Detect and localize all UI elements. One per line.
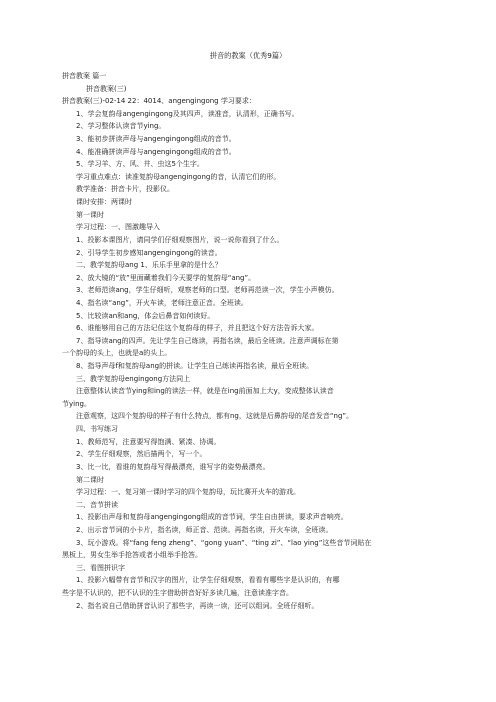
paragraph-line: 三、看图拼识字 — [76, 563, 125, 572]
paragraph-line: 二、教学复韵母ang 1、乐乐手里拿的是什么？ — [76, 261, 222, 270]
paragraph-line: 4、指名读“ang”，开火车读，老师注意正音。全班读。 — [76, 298, 248, 307]
paragraph-line: 2、学习整体认读音节ying。 — [76, 122, 166, 131]
paragraph-line-continued: 节ying。 — [62, 399, 91, 408]
paragraph-line-continued: 些字是不认识的，把不认识的生字借助拼音好好多读几遍，注意读准字音。 — [62, 588, 293, 597]
paragraph-line: 注意整体认读音节ying和ing的读法一样，就是在ing前面加上大y，变成整体认读音 — [76, 387, 334, 396]
paragraph-line: 2、放大镜的“放”里面藏着我们今天要学的复韵母“ang”。 — [76, 273, 256, 282]
document-title: 拼音的教案（优秀9篇） — [209, 51, 287, 60]
paragraph-line: 1、投影由声母和复韵母angengingong组成的音节词，学生自由拼读，要求声音响亮。 — [76, 513, 348, 522]
paragraph-line: 4、能准确拼读声母与angengingong组成的音节。 — [76, 147, 236, 156]
paragraph-line: 学习重点难点：读准复韵母angengingong的音，认清它们的形。 — [76, 172, 281, 181]
paragraph-line: 第一课时 — [76, 210, 104, 219]
paragraph-line: 学习过程：一、图激趣导入 — [76, 223, 160, 232]
paragraph-line: 2、学生仔细观察，然后描两个，写一个。 — [76, 450, 207, 459]
paragraph-line: 3、老师范读ang，学生仔细听，观察老师的口型。老师再范读一次，学生小声模仿。 — [76, 286, 339, 295]
paragraph-line: 6、谁能够用自己的方法记住这个复韵母的样子，并且把这个好方法告诉大家。 — [76, 324, 319, 333]
document-body — [62, 70, 440, 612]
paragraph-line: 7、指导读ang的四声。先让学生自己练读，再指名读，最后全班读。注意声调标在第 — [76, 336, 339, 345]
paragraph-line: 拼音教案 篇一 — [62, 72, 107, 80]
paragraph-line: 拼音教案(三) — [86, 84, 127, 93]
paragraph-line: 二、音节拼读 — [76, 500, 118, 509]
paragraph-line: 5、比较读an和ang，体会后鼻音如何读好。 — [76, 311, 215, 320]
paragraph-line: 第二课时 — [76, 475, 104, 484]
paragraph-line: 3、玩小游戏。将“fang feng zheng”、“gong yuan”、“ting zi”、“lao ying”这些音节词贴在 — [76, 538, 372, 547]
paragraph-line: 学习过程：一、复习第一课时学习的四个复韵母，玩比赛开火车的游戏。 — [76, 488, 300, 497]
paragraph-line: 1、投影本课图片，请同学们仔细观察图片，说一说你看到了什么。 — [76, 235, 284, 244]
paragraph-line: 教学准备：拼音卡片，投影仪。 — [76, 185, 174, 194]
paragraph-line: 8、指导声母f和复韵母ang的拼读。让学生自己练读再指名读，最后全班读。 — [76, 362, 314, 371]
paragraph-line: 1、学会复韵母angengingong及其四声，读准音，认清形，正确书写。 — [76, 109, 299, 118]
paragraph-line: 注意观察，这四个复韵母的样子有什么特点，都有ng，这就是后鼻韵母的尾音发音“ng”。 — [76, 412, 354, 421]
paragraph-line-continued: 黑板上，男女生举手抢答或者小组举手抢答。 — [62, 551, 202, 560]
paragraph-line: 拼音教案(三)-02-14 22：4014、angengingong 学习要求： — [62, 97, 256, 106]
paragraph-line: 1、投影六幅带有音节和汉字的图片，让学生仔细观察，看看有哪些字是认识的，有哪 — [76, 576, 340, 585]
paragraph-line: 3、比一比，看谁的复韵母写得最漂亮，谁写字的姿势最漂亮。 — [76, 462, 270, 471]
paragraph-line: 三、教学复韵母engingong方法同上 — [76, 374, 191, 383]
paragraph-line: 2、指名说自己借助拼音认识了那些字，再读一读，还可以组词。全班仔细听。 — [76, 601, 319, 610]
paragraph-line: 5、学习羊、方、风、井、虫这5个生字。 — [76, 160, 204, 169]
paragraph-line: 2、出示音节词的小卡片，指名读，师正音、范读。再指名读，开火车读，全班读。 — [76, 525, 333, 534]
paragraph-line: 课时安排：两课时 — [76, 198, 132, 207]
paragraph-line: 3、能初步拼读声母与angengingong组成的音节。 — [76, 135, 236, 144]
paragraph-line: 2、引导学生初步感知angengingong的读音。 — [76, 248, 222, 257]
paragraph-line: 1、教师范写，注意要写得饱满、紧凑、协调。 — [76, 437, 221, 446]
paragraph-line: 四、书写练习 — [76, 425, 118, 434]
paragraph-line-continued: 一个韵母的头上，也就是a的头上。 — [62, 349, 172, 358]
